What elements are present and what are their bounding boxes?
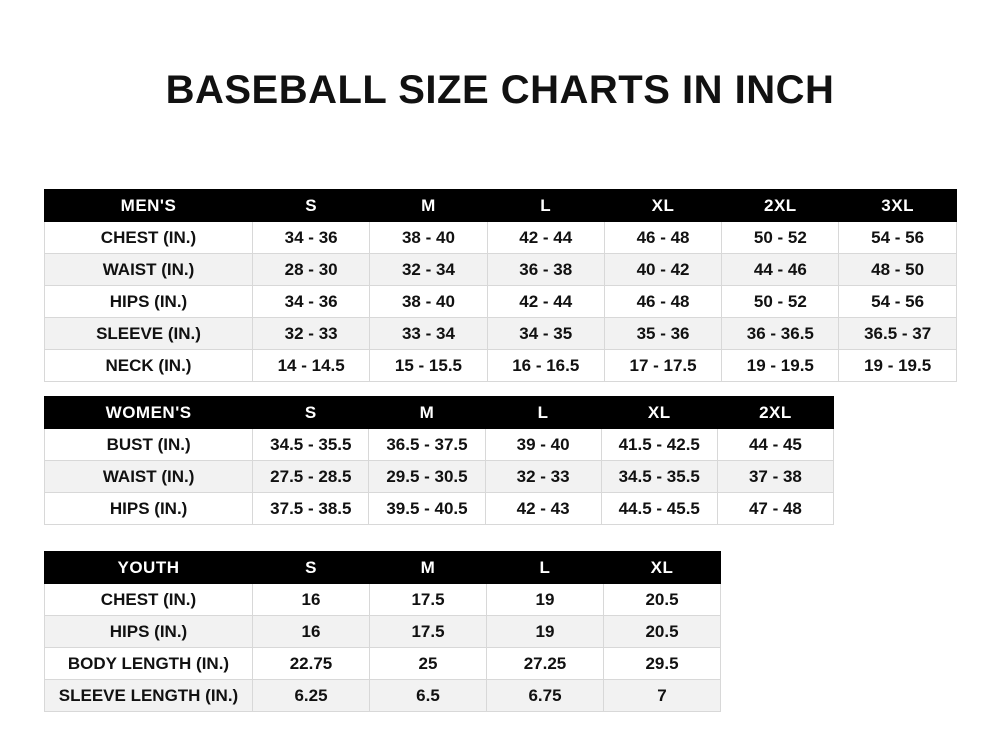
table-cell: 14 - 14.5 [253, 350, 370, 382]
column-header: L [487, 190, 604, 222]
table-cell: 25 [370, 648, 487, 680]
table-row [45, 318, 957, 350]
table-cell: 36.5 - 37.5 [369, 429, 485, 461]
column-header: 2XL [717, 397, 833, 429]
table-cell: 17 - 17.5 [604, 350, 721, 382]
table-cell: 19 - 19.5 [839, 350, 956, 382]
table-cell: 42 - 44 [487, 222, 604, 254]
table-cell: 7 [604, 680, 721, 712]
table-cell: 6.75 [487, 680, 604, 712]
row-label: NECK (IN.) [45, 350, 253, 382]
table-cell: 36 - 38 [487, 254, 604, 286]
table-cell: 16 [253, 616, 370, 648]
table-cell: 6.25 [253, 680, 370, 712]
column-header: S [253, 190, 370, 222]
table-cell: 19 [487, 616, 604, 648]
table-cell: 17.5 [370, 616, 487, 648]
row-label: HIPS (IN.) [45, 616, 253, 648]
table-cell: 39 - 40 [485, 429, 601, 461]
table-cell: 44 - 46 [722, 254, 839, 286]
column-header: M [370, 552, 487, 584]
table-cell: 50 - 52 [722, 222, 839, 254]
row-label: SLEEVE (IN.) [45, 318, 253, 350]
table-cell: 6.5 [370, 680, 487, 712]
table-cell: 42 - 43 [485, 493, 601, 525]
table-row [45, 254, 957, 286]
table-row [45, 429, 834, 461]
table-cell: 35 - 36 [604, 318, 721, 350]
table-row [45, 648, 721, 680]
mens-size-table [44, 189, 957, 382]
row-label: CHEST (IN.) [45, 222, 253, 254]
table-row [45, 584, 721, 616]
table-cell: 50 - 52 [722, 286, 839, 318]
table-row [45, 493, 834, 525]
table-cell: 54 - 56 [839, 286, 956, 318]
table-cell: 38 - 40 [370, 222, 487, 254]
column-header: M [370, 190, 487, 222]
table-cell: 15 - 15.5 [370, 350, 487, 382]
table-cell: 44 - 45 [717, 429, 833, 461]
table-row [45, 680, 721, 712]
table-cell: 54 - 56 [839, 222, 956, 254]
table-cell: 40 - 42 [604, 254, 721, 286]
table-cell: 36 - 36.5 [722, 318, 839, 350]
table-row [45, 616, 721, 648]
table-row [45, 222, 957, 254]
table-cell: 34 - 35 [487, 318, 604, 350]
table-cell: 20.5 [604, 584, 721, 616]
column-header: XL [604, 552, 721, 584]
row-label: HIPS (IN.) [45, 493, 253, 525]
column-header: 2XL [722, 190, 839, 222]
row-label: WAIST (IN.) [45, 254, 253, 286]
table-cell: 16 - 16.5 [487, 350, 604, 382]
table-cell: 16 [253, 584, 370, 616]
column-header: L [487, 552, 604, 584]
table-cell: 46 - 48 [604, 286, 721, 318]
table-cell: 28 - 30 [253, 254, 370, 286]
column-header: 3XL [839, 190, 956, 222]
table-cell: 33 - 34 [370, 318, 487, 350]
table-cell: 27.25 [487, 648, 604, 680]
table-cell: 19 [487, 584, 604, 616]
table-cell: 19 - 19.5 [722, 350, 839, 382]
table-cell: 48 - 50 [839, 254, 956, 286]
table-cell: 34.5 - 35.5 [253, 429, 369, 461]
table-cell: 36.5 - 37 [839, 318, 956, 350]
table-cell: 20.5 [604, 616, 721, 648]
table-cell: 32 - 34 [370, 254, 487, 286]
youth-size-table [44, 551, 721, 712]
table-cell: 22.75 [253, 648, 370, 680]
table-cell: 32 - 33 [485, 461, 601, 493]
column-header: M [369, 397, 485, 429]
table-cell: 41.5 - 42.5 [601, 429, 717, 461]
table-cell: 29.5 [604, 648, 721, 680]
table-row [45, 350, 957, 382]
table-cell: 37 - 38 [717, 461, 833, 493]
table-cell: 34 - 36 [253, 222, 370, 254]
table-header-row [45, 397, 834, 429]
row-label: HIPS (IN.) [45, 286, 253, 318]
column-header: XL [604, 190, 721, 222]
table-cell: 46 - 48 [604, 222, 721, 254]
table-cell: 39.5 - 40.5 [369, 493, 485, 525]
table-cell: 34 - 36 [253, 286, 370, 318]
row-label: SLEEVE LENGTH (IN.) [45, 680, 253, 712]
table-cell: 47 - 48 [717, 493, 833, 525]
table-cell: 29.5 - 30.5 [369, 461, 485, 493]
table-cell: 34.5 - 35.5 [601, 461, 717, 493]
column-header: WOMEN'S [45, 397, 253, 429]
table-cell: 44.5 - 45.5 [601, 493, 717, 525]
row-label: CHEST (IN.) [45, 584, 253, 616]
table-cell: 37.5 - 38.5 [253, 493, 369, 525]
column-header: MEN'S [45, 190, 253, 222]
table-cell: 27.5 - 28.5 [253, 461, 369, 493]
table-row [45, 286, 957, 318]
column-header: S [253, 552, 370, 584]
table-cell: 38 - 40 [370, 286, 487, 318]
table-header-row [45, 552, 721, 584]
table-cell: 17.5 [370, 584, 487, 616]
row-label: WAIST (IN.) [45, 461, 253, 493]
column-header: L [485, 397, 601, 429]
table-cell: 42 - 44 [487, 286, 604, 318]
column-header: S [253, 397, 369, 429]
table-header-row [45, 190, 957, 222]
page-title: BASEBALL SIZE CHARTS IN INCH [165, 68, 835, 112]
row-label: BUST (IN.) [45, 429, 253, 461]
column-header: YOUTH [45, 552, 253, 584]
row-label: BODY LENGTH (IN.) [45, 648, 253, 680]
womens-size-table [44, 396, 834, 525]
table-cell: 32 - 33 [253, 318, 370, 350]
column-header: XL [601, 397, 717, 429]
table-row [45, 461, 834, 493]
